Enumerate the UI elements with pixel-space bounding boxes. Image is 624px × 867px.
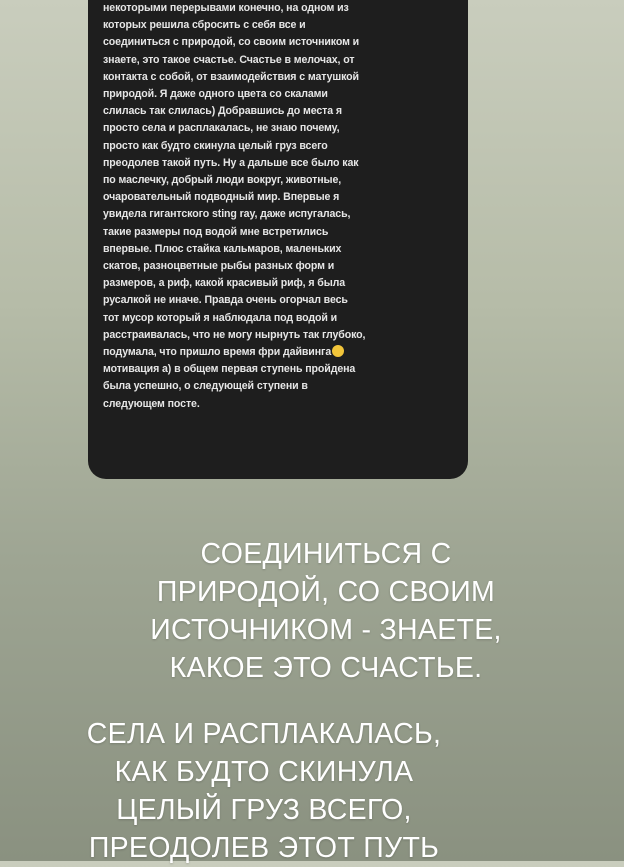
caption-first: СОЕДИНИТЬСЯ С ПРИРОДОЙ, СО СВОИМ ИСТОЧНИКОМ - ЗНАЕТЕ, КАКОЕ ЭТО СЧАСТЬЕ. [150,538,502,684]
post-text-main: некоторыми перерывами конечно, на одном из которых решила сбросить с себя все и соединиться с природой, со своим источником и знаете, это такое счастье. Счастье в мелочах, от контакта с собой, от взаимодействия с матушкой природой. Я даже одного цвета со скалами слилась так слилась) Добравшись до места я просто села и расплакалась, не знаю почему, просто как будто скинула целый груз всего преодолев такой путь. Ну а дальше все было как по маслечку, добрый люди вокруг, животные, очаровательный подводный мир. Впервые я увидела гигантского sting ray, даже испугалась, такие размеры под водой мне встретились впервые. Плюс стайка кальмаров, маленьких скатов, разноцветные рыбы разных форм и размеров, а риф, какой красивый риф, я была русалкой не иначе. Правда очень огорчал весь тот мусор который я наблюдала под водой и расстраивалась, что не могу нырнуть так глубоко, подумала, что пришло время фри дайвинга [103,2,366,359]
post-screenshot-card [88,0,468,479]
post-text-end: мотивация а) в общем первая ступень пройдена была успешно, о следующей ступени в следующем посте. [103,363,356,410]
post-text [103,0,456,413]
grinning-face-emoji-icon [332,345,344,357]
caption-second: СЕЛА И РАСПЛАКАЛАСЬ, КАК БУДТО СКИНУЛА ЦЕЛЫЙ ГРУЗ ВСЕГО, ПРЕОДОЛЕВ ЭТОТ ПУТЬ [86,718,442,864]
